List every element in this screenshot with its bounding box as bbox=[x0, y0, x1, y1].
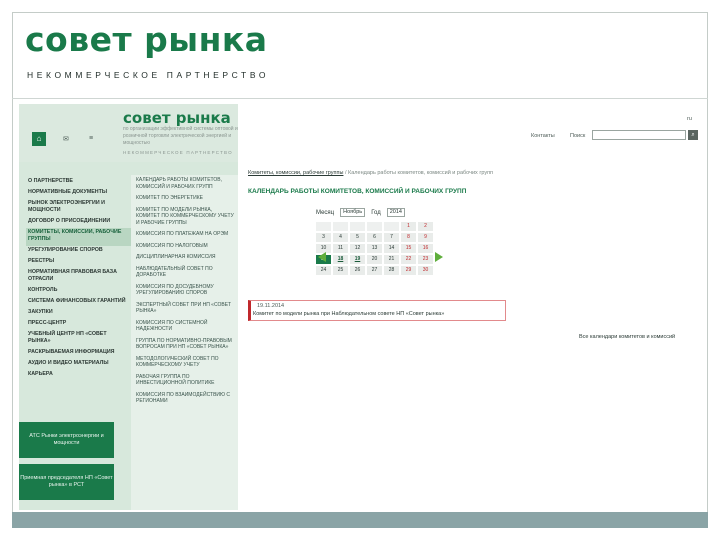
all-calendars-link[interactable]: Все календари комитетов и комиссий bbox=[579, 334, 676, 340]
slide-footer-bar bbox=[12, 512, 708, 528]
calendar bbox=[316, 208, 440, 275]
calendar-day[interactable]: 25 bbox=[333, 266, 348, 275]
calendar-day[interactable]: 15 bbox=[401, 244, 416, 253]
calendar-day[interactable]: 8 bbox=[401, 233, 416, 242]
calendar-empty-cell bbox=[367, 222, 382, 231]
site-np-label: НЕКОММЕРЧЕСКОЕ ПАРТНЕРСТВО bbox=[123, 150, 233, 155]
website-screenshot bbox=[19, 104, 701, 510]
year-label: Год bbox=[371, 209, 381, 216]
calendar-day[interactable]: 10 bbox=[316, 244, 331, 253]
calendar-day[interactable]: 5 bbox=[350, 233, 365, 242]
breadcrumb bbox=[248, 170, 493, 176]
search-icon[interactable]: ⌕ bbox=[688, 130, 698, 140]
ats-banner[interactable]: АТС Рынки электроэнергии и мощности bbox=[19, 422, 114, 458]
calendar-day[interactable]: 24 bbox=[316, 266, 331, 275]
calendar-day[interactable]: 17 bbox=[316, 255, 331, 264]
calendar-day[interactable]: 26 bbox=[350, 266, 365, 275]
submenu-item[interactable]: МЕТОДОЛОГИЧЕСКИЙ СОВЕТ ПО КОММЕРЧЕСКОМУ УЧЕТУ bbox=[136, 355, 219, 368]
submenu-item[interactable]: РАБОЧАЯ ГРУППА ПО ИНВЕСТИЦИОННОЙ ПОЛИТИКЕ bbox=[136, 373, 215, 386]
breadcrumb-separator: / bbox=[344, 170, 347, 176]
calendar-day[interactable]: 20 bbox=[367, 255, 382, 264]
submenu-item[interactable]: КОМИССИЯ ПО ПЛАТЕЖАМ НА ОРЭМ bbox=[136, 231, 229, 237]
primary-menu bbox=[26, 177, 131, 381]
menu-item[interactable]: О ПАРТНЕРСТВЕ bbox=[28, 178, 73, 184]
month-label: Месяц bbox=[316, 209, 335, 216]
calendar-day[interactable]: 19 bbox=[350, 255, 365, 264]
submenu-item[interactable]: КАЛЕНДАРЬ РАБОТЫ КОМИТЕТОВ, КОМИССИЙ И РАБОЧИХ ГРУПП bbox=[136, 177, 222, 190]
calendar-empty-cell bbox=[333, 222, 348, 231]
site-tagline: по организации эффективной системы оптовой и розничной торговли электрической энергией и мощностью bbox=[123, 126, 238, 146]
calendar-empty-cell bbox=[384, 222, 399, 231]
search-label: Поиск bbox=[570, 133, 586, 139]
calendar-day[interactable]: 12 bbox=[350, 244, 365, 253]
calendar-controls bbox=[316, 208, 440, 217]
menu-item[interactable]: РАСКРЫВАЕМАЯ ИНФОРМАЦИЯ bbox=[28, 349, 115, 355]
submenu-item[interactable]: КОМИССИЯ ПО ДОСУДЕБНОМУ УРЕГУЛИРОВАНИЮ СПОРОВ bbox=[136, 283, 214, 296]
contacts-link[interactable]: Контакты bbox=[531, 133, 555, 139]
sitemap-icon[interactable]: ≡ bbox=[89, 135, 94, 142]
submenu-item[interactable]: КОМИССИЯ ПО СИСТЕМНОЙ НАДЕЖНОСТИ bbox=[136, 319, 208, 332]
calendar-day[interactable]: 23 bbox=[418, 255, 433, 264]
submenu-item[interactable]: КОМИТЕТ ПО МОДЕЛИ РЫНКА, КОМИТЕТ ПО КОММЕРЧЕСКОМУ УЧЕТУ И РАБОЧИЕ ГРУППЫ bbox=[136, 206, 234, 226]
reception-banner[interactable]: Приемная председателя НП «Совет рынка» в РСТ bbox=[19, 464, 114, 500]
calendar-grid bbox=[316, 222, 440, 275]
prev-month-arrow-icon[interactable] bbox=[318, 252, 326, 262]
month-select[interactable]: Ноябрь bbox=[340, 208, 365, 217]
calendar-day[interactable]: 4 bbox=[333, 233, 348, 242]
calendar-day[interactable]: 3 bbox=[316, 233, 331, 242]
calendar-day[interactable]: 27 bbox=[367, 266, 382, 275]
menu-item[interactable]: НОРМАТИВНАЯ ПРАВОВАЯ БАЗА ОТРАСЛИ bbox=[28, 269, 117, 282]
next-month-arrow-icon[interactable] bbox=[435, 252, 443, 262]
menu-item[interactable]: УРЕГУЛИРОВАНИЕ СПОРОВ bbox=[28, 247, 103, 253]
submenu-item[interactable]: ЭКСПЕРТНЫЙ СОВЕТ ПРИ НП «СОВЕТ РЫНКА» bbox=[136, 301, 232, 314]
page-title: КАЛЕНДАРЬ РАБОТЫ КОМИТЕТОВ, КОМИССИЙ И РАБОЧИХ ГРУПП bbox=[248, 188, 467, 195]
submenu-item[interactable]: НАБЛЮДАТЕЛЬНЫЙ СОВЕТ ПО ДОРАБОТКЕ bbox=[136, 265, 213, 278]
menu-item[interactable]: ПРЕСС-ЦЕНТР bbox=[28, 320, 67, 326]
search-input[interactable] bbox=[592, 130, 686, 140]
menu-item[interactable]: РЕЕСТРЫ bbox=[28, 258, 55, 264]
breadcrumb-current: Календарь работы комитетов, комиссий и рабочих групп bbox=[348, 170, 494, 176]
event-title[interactable]: Комитет по модели рынка при Наблюдательном совете НП «Совет рынка» bbox=[253, 311, 445, 317]
slide-divider bbox=[12, 98, 708, 99]
year-select[interactable]: 2014 bbox=[387, 208, 405, 217]
menu-item[interactable]: УЧЕБНЫЙ ЦЕНТР НП «СОВЕТ РЫНКА» bbox=[28, 331, 107, 344]
secondary-menu bbox=[131, 175, 238, 510]
calendar-day[interactable]: 9 bbox=[418, 233, 433, 242]
menu-item-active[interactable]: КОМИТЕТЫ, КОМИССИИ, РАБОЧИЕ ГРУППЫ bbox=[26, 228, 131, 246]
calendar-day[interactable]: 16 bbox=[418, 244, 433, 253]
calendar-day[interactable]: 29 bbox=[401, 266, 416, 275]
submenu-item[interactable]: КОМИТЕТ ПО ЭНЕРГЕТИКЕ bbox=[136, 195, 204, 201]
event-card[interactable] bbox=[248, 300, 506, 321]
site-logo[interactable]: совет рынка bbox=[123, 109, 231, 127]
calendar-day[interactable]: 14 bbox=[384, 244, 399, 253]
calendar-day[interactable]: 6 bbox=[367, 233, 382, 242]
event-date: 19.11.2014 bbox=[257, 303, 285, 309]
submenu-item[interactable]: ДИСЦИПЛИНАРНАЯ КОМИССИЯ bbox=[136, 254, 216, 260]
menu-item[interactable]: КОНТРОЛЬ bbox=[28, 287, 58, 293]
menu-item[interactable]: РЫНОК ЭЛЕКТРОЭНЕРГИИ И МОЩНОСТИ bbox=[28, 200, 105, 213]
submenu-item[interactable]: ГРУППА ПО НОРМАТИВНО-ПРАВОВЫМ ВОПРОСАМ ПРИ НП «СОВЕТ РЫНКА» bbox=[136, 337, 232, 350]
calendar-empty-cell bbox=[316, 222, 331, 231]
menu-item[interactable]: ДОГОВОР О ПРИСОЕДИНЕНИИ bbox=[28, 218, 111, 224]
menu-item[interactable]: СИСТЕМА ФИНАНСОВЫХ ГАРАНТИЙ bbox=[28, 298, 126, 304]
submenu-item[interactable]: КОМИССИЯ ПО ВЗАИМОДЕЙСТВИЮ С РЕГИОНАМИ bbox=[136, 391, 231, 404]
menu-item[interactable]: КАРЬЕРА bbox=[28, 371, 53, 377]
slide-subtitle: НЕКОММЕРЧЕСКОЕ ПАРТНЕРСТВО bbox=[27, 70, 270, 80]
menu-item[interactable]: ЗАКУПКИ bbox=[28, 309, 53, 315]
calendar-day[interactable]: 2 bbox=[418, 222, 433, 231]
menu-item[interactable]: НОРМАТИВНЫЕ ДОКУМЕНТЫ bbox=[28, 189, 108, 195]
calendar-day[interactable]: 21 bbox=[384, 255, 399, 264]
calendar-day[interactable]: 18 bbox=[333, 255, 348, 264]
calendar-day[interactable]: 1 bbox=[401, 222, 416, 231]
language-switch[interactable]: ru bbox=[687, 116, 692, 122]
calendar-day[interactable]: 22 bbox=[401, 255, 416, 264]
calendar-day[interactable]: 13 bbox=[367, 244, 382, 253]
breadcrumb-link[interactable]: Комитеты, комиссии, рабочие группы bbox=[248, 170, 344, 176]
calendar-day[interactable]: 30 bbox=[418, 266, 433, 275]
slide-logo: совет рынка bbox=[25, 20, 268, 59]
menu-item[interactable]: АУДИО И ВИДЕО МАТЕРИАЛЫ bbox=[28, 360, 109, 366]
calendar-day[interactable]: 28 bbox=[384, 266, 399, 275]
home-icon[interactable]: ⌂ bbox=[32, 132, 46, 146]
calendar-day[interactable]: 11 bbox=[333, 244, 348, 253]
calendar-empty-cell bbox=[350, 222, 365, 231]
mail-icon[interactable]: ✉ bbox=[63, 136, 69, 143]
calendar-day[interactable]: 7 bbox=[384, 233, 399, 242]
submenu-item[interactable]: КОМИССИЯ ПО НАЛОГОВЫМ bbox=[136, 242, 208, 249]
